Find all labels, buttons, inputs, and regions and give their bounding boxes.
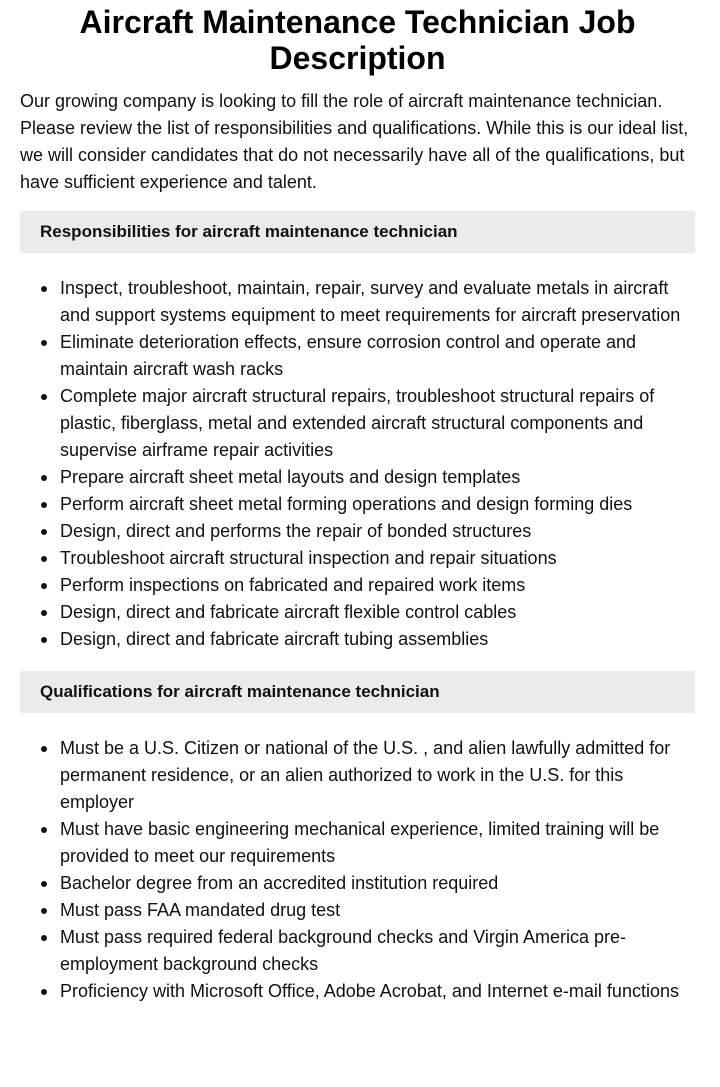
list-item: Inspect, troubleshoot, maintain, repair, survey and evaluate metals in aircraft and support systems equipment to meet requirements for aircraft preservation xyxy=(60,275,695,329)
responsibilities-heading: Responsibilities for aircraft maintenance technician xyxy=(40,222,458,241)
list-item: Must pass required federal background checks and Virgin America pre-employment background checks xyxy=(60,924,695,978)
responsibilities-header xyxy=(20,211,695,253)
list-item: Perform aircraft sheet metal forming operations and design forming dies xyxy=(60,491,695,518)
list-item: Complete major aircraft structural repairs, troubleshoot structural repairs of plastic, fiberglass, metal and extended aircraft structural components and supervise airframe repair activities xyxy=(60,383,695,464)
qualifications-header xyxy=(20,671,695,713)
list-item: Must pass FAA mandated drug test xyxy=(60,897,695,924)
qualifications-heading: Qualifications for aircraft maintenance technician xyxy=(40,682,440,701)
responsibilities-list xyxy=(20,275,695,653)
list-item: Must be a U.S. Citizen or national of the U.S. , and alien lawfully admitted for permanent residence, or an alien authorized to work in the U.S. for this employer xyxy=(60,735,695,816)
list-item: Design, direct and fabricate aircraft tubing assemblies xyxy=(60,626,695,653)
list-item: Design, direct and performs the repair of bonded structures xyxy=(60,518,695,545)
list-item: Eliminate deterioration effects, ensure corrosion control and operate and maintain aircraft wash racks xyxy=(60,329,695,383)
list-item: Proficiency with Microsoft Office, Adobe Acrobat, and Internet e-mail functions xyxy=(60,978,695,1005)
list-item: Troubleshoot aircraft structural inspection and repair situations xyxy=(60,545,695,572)
list-item: Prepare aircraft sheet metal layouts and design templates xyxy=(60,464,695,491)
qualifications-list xyxy=(20,735,695,1005)
list-item: Must have basic engineering mechanical experience, limited training will be provided to meet our requirements xyxy=(60,816,695,870)
list-item: Perform inspections on fabricated and repaired work items xyxy=(60,572,695,599)
intro-paragraph: Our growing company is looking to fill the role of aircraft maintenance technician. Please review the list of responsibilities and qualifications. While this is our ideal list, we will consider candidates that do not necessarily have all of the qualifications, but have sufficient experience and talent. xyxy=(20,91,689,192)
list-item: Design, direct and fabricate aircraft flexible control cables xyxy=(60,599,695,626)
list-item: Bachelor degree from an accredited institution required xyxy=(60,870,695,897)
page-title: Aircraft Maintenance Technician Job Description xyxy=(79,4,636,76)
